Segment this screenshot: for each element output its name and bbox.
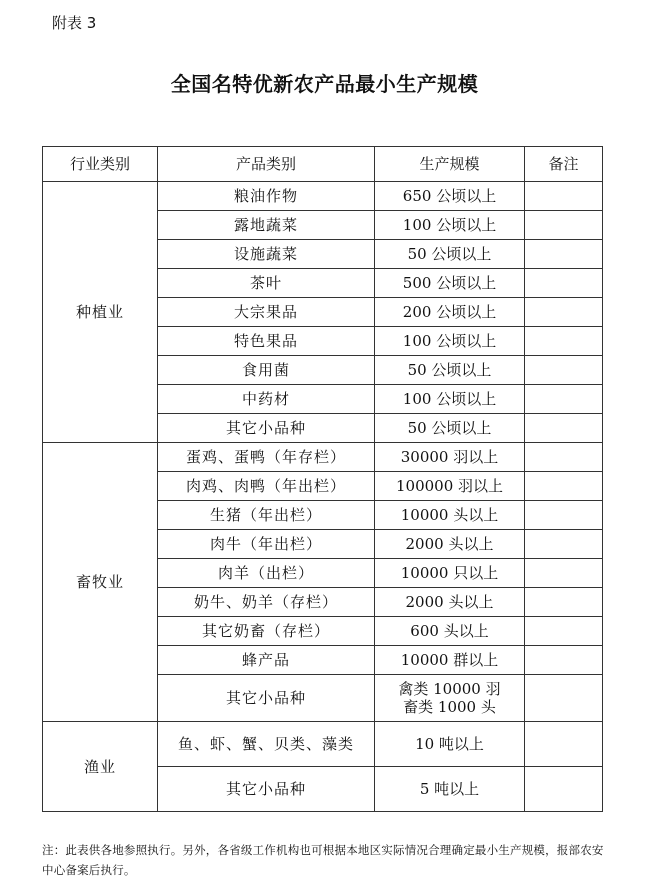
scale-cell: 100 公顷以上 bbox=[375, 211, 525, 240]
industry-cell: 畜牧业 bbox=[43, 443, 158, 722]
remark-cell bbox=[525, 356, 603, 385]
product-cell: 鱼、虾、蟹、贝类、藻类 bbox=[158, 722, 375, 767]
scale-cell: 50 公顷以上 bbox=[375, 240, 525, 269]
product-cell: 特色果品 bbox=[158, 327, 375, 356]
table-row bbox=[43, 182, 603, 211]
remark-cell bbox=[525, 182, 603, 211]
scale-cell: 650 公顷以上 bbox=[375, 182, 525, 211]
scale-cell: 600 头以上 bbox=[375, 617, 525, 646]
remark-cell bbox=[525, 269, 603, 298]
remark-cell bbox=[525, 501, 603, 530]
product-cell: 食用菌 bbox=[158, 356, 375, 385]
appendix-label: 附表 3 bbox=[52, 14, 97, 32]
product-cell: 大宗果品 bbox=[158, 298, 375, 327]
remark-cell bbox=[525, 675, 603, 722]
scale-cell: 2000 头以上 bbox=[375, 530, 525, 559]
scale-cell: 50 公顷以上 bbox=[375, 414, 525, 443]
product-cell: 其它小品种 bbox=[158, 675, 375, 722]
product-cell: 肉鸡、肉鸭（年出栏） bbox=[158, 472, 375, 501]
remark-cell bbox=[525, 240, 603, 269]
remark-cell bbox=[525, 767, 603, 812]
industry-cell: 渔业 bbox=[43, 722, 158, 812]
scale-cell: 50 公顷以上 bbox=[375, 356, 525, 385]
remark-cell bbox=[525, 211, 603, 240]
scale-cell: 10 吨以上 bbox=[375, 722, 525, 767]
table-header-row bbox=[43, 147, 603, 182]
product-cell: 茶叶 bbox=[158, 269, 375, 298]
industry-cell: 种植业 bbox=[43, 182, 158, 443]
remark-cell bbox=[525, 327, 603, 356]
header-remark: 备注 bbox=[525, 147, 603, 182]
product-cell: 设施蔬菜 bbox=[158, 240, 375, 269]
scale-cell bbox=[375, 675, 525, 722]
remark-cell bbox=[525, 298, 603, 327]
product-cell: 其它小品种 bbox=[158, 767, 375, 812]
header-scale: 生产规模 bbox=[375, 147, 525, 182]
product-cell: 肉羊（出栏） bbox=[158, 559, 375, 588]
remark-cell bbox=[525, 530, 603, 559]
product-cell: 蜂产品 bbox=[158, 646, 375, 675]
product-cell: 露地蔬菜 bbox=[158, 211, 375, 240]
scale-cell: 10000 群以上 bbox=[375, 646, 525, 675]
product-cell: 肉牛（年出栏） bbox=[158, 530, 375, 559]
scale-cell: 100000 羽以上 bbox=[375, 472, 525, 501]
product-cell: 其它小品种 bbox=[158, 414, 375, 443]
product-cell: 蛋鸡、蛋鸭（年存栏） bbox=[158, 443, 375, 472]
footnote: 注：此表供各地参照执行。另外，各省级工作机构也可根据本地区实际情况合理确定最小生产规模，报部农安中心备案后执行。 bbox=[42, 843, 604, 877]
remark-cell bbox=[525, 617, 603, 646]
page-title: 全国名特优新农产品最小生产规模 bbox=[170, 72, 479, 96]
table-row bbox=[43, 722, 603, 767]
scale-cell: 30000 羽以上 bbox=[375, 443, 525, 472]
product-cell: 中药材 bbox=[158, 385, 375, 414]
scale-cell: 200 公顷以上 bbox=[375, 298, 525, 327]
header-industry: 行业类别 bbox=[43, 147, 158, 182]
remark-cell bbox=[525, 385, 603, 414]
scale-cell: 5 吨以上 bbox=[375, 767, 525, 812]
product-cell: 奶牛、奶羊（存栏） bbox=[158, 588, 375, 617]
scale-cell: 500 公顷以上 bbox=[375, 269, 525, 298]
product-cell: 生猪（年出栏） bbox=[158, 501, 375, 530]
header-product: 产品类别 bbox=[158, 147, 375, 182]
scale-line: 畜类 1000 头 bbox=[403, 698, 496, 716]
table-row bbox=[43, 443, 603, 472]
scale-cell: 100 公顷以上 bbox=[375, 385, 525, 414]
remark-cell bbox=[525, 646, 603, 675]
scale-cell: 100 公顷以上 bbox=[375, 327, 525, 356]
product-cell: 其它奶畜（存栏） bbox=[158, 617, 375, 646]
scale-cell: 10000 头以上 bbox=[375, 501, 525, 530]
scale-cell: 10000 只以上 bbox=[375, 559, 525, 588]
remark-cell bbox=[525, 472, 603, 501]
remark-cell bbox=[525, 414, 603, 443]
remark-cell bbox=[525, 722, 603, 767]
remark-cell bbox=[525, 559, 603, 588]
product-cell: 粮油作物 bbox=[158, 182, 375, 211]
remark-cell bbox=[525, 443, 603, 472]
scale-table bbox=[42, 146, 603, 812]
scale-line: 禽类 10000 羽 bbox=[398, 680, 501, 698]
scale-cell: 2000 头以上 bbox=[375, 588, 525, 617]
remark-cell bbox=[525, 588, 603, 617]
